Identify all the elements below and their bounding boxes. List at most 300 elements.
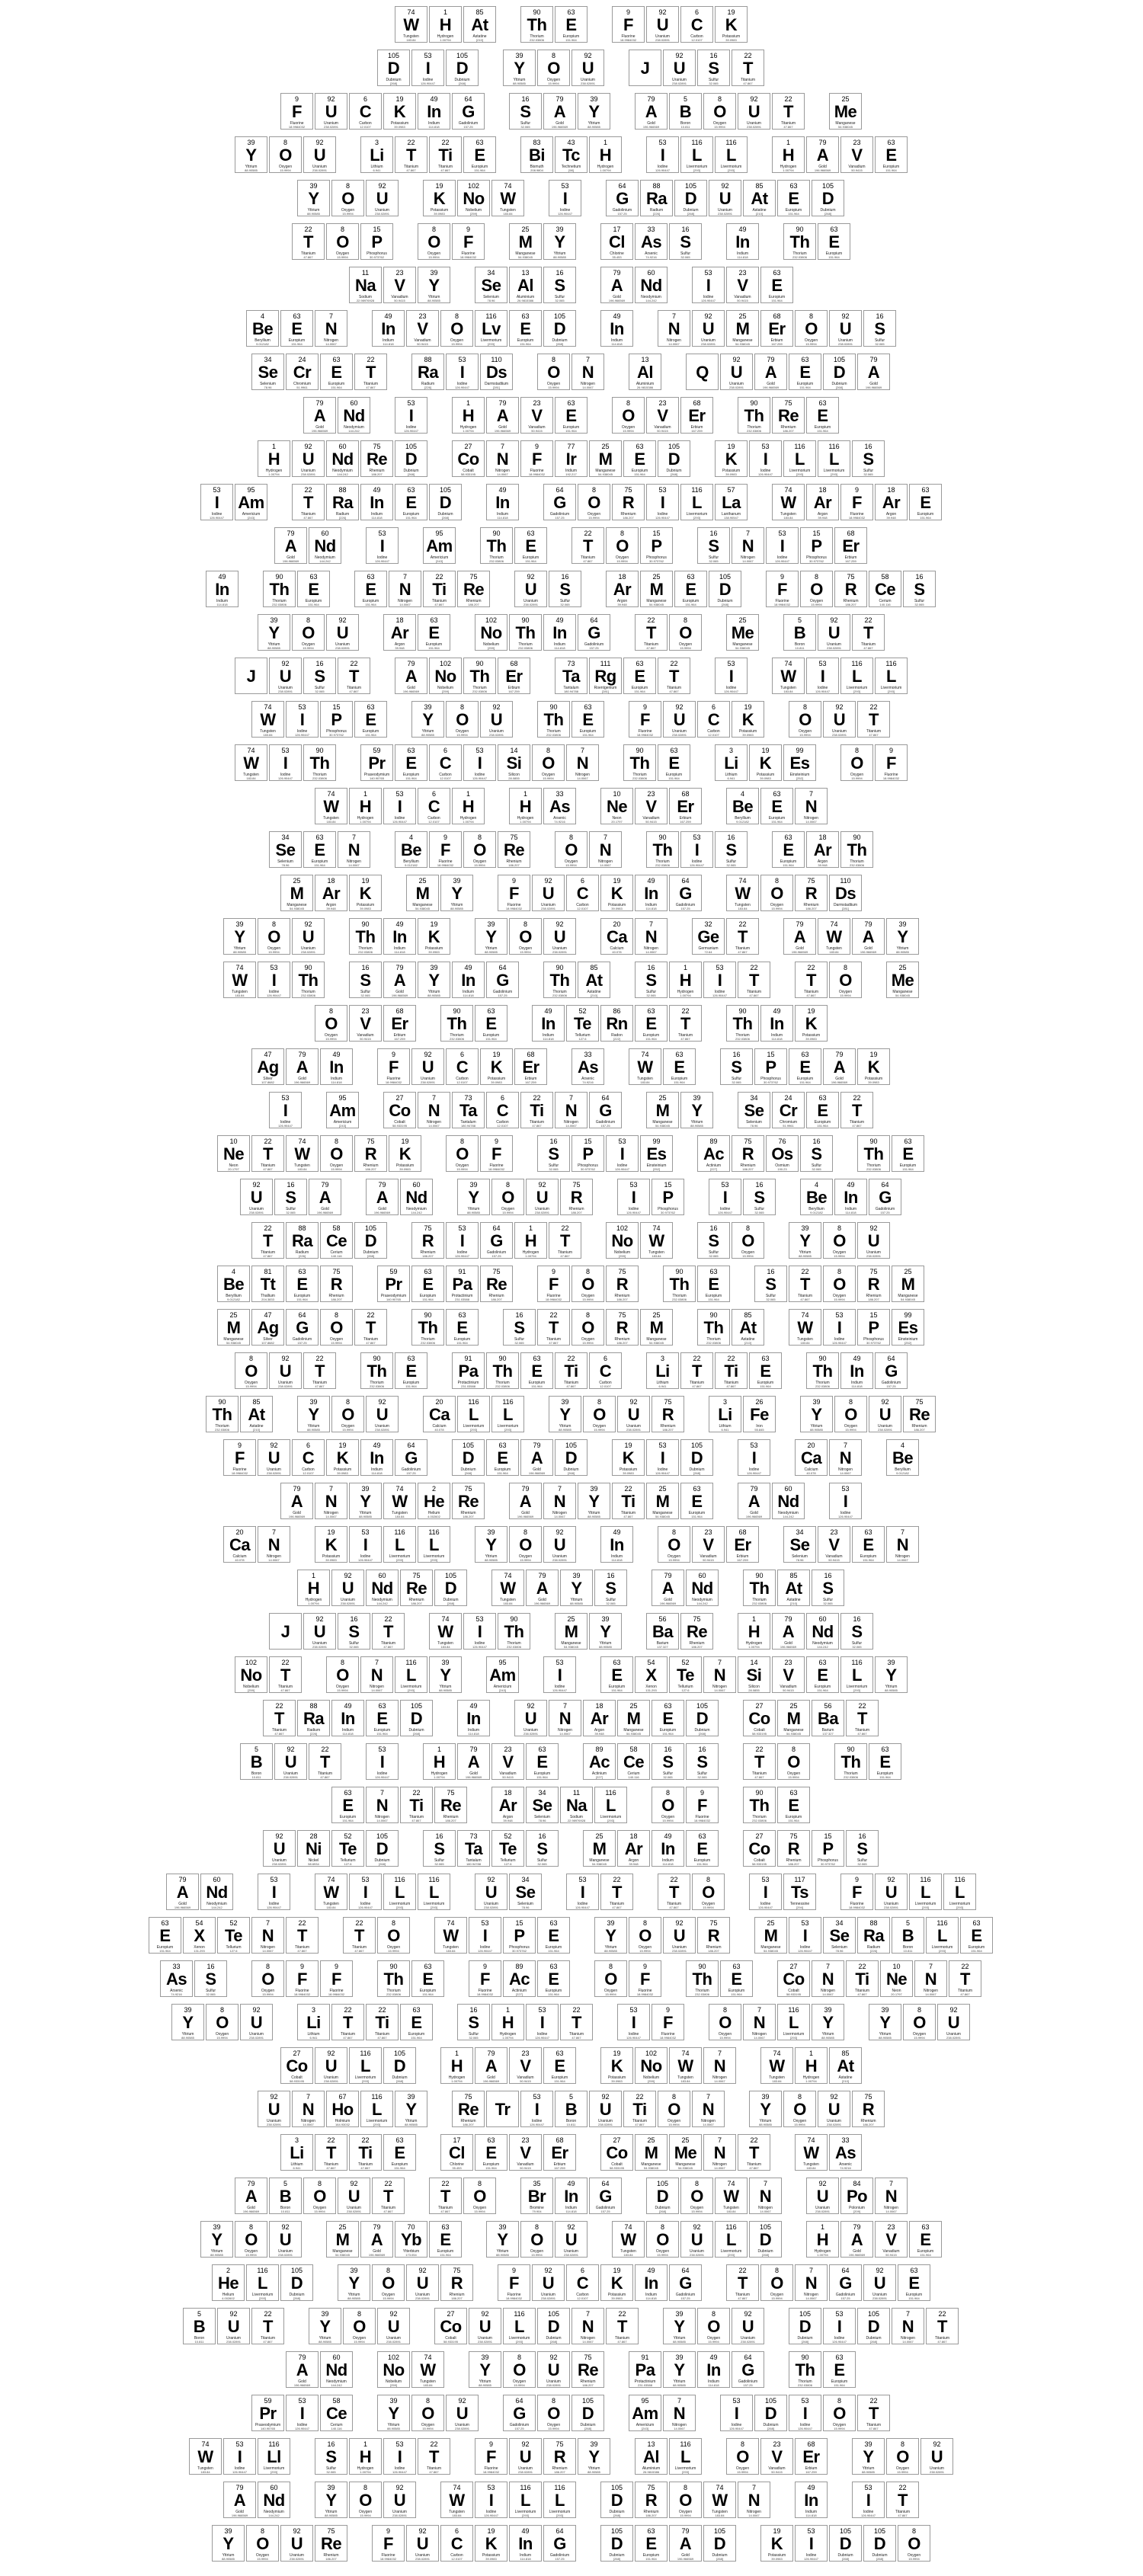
element-symbol: G xyxy=(839,2274,852,2293)
element-symbol: Th xyxy=(795,2360,815,2379)
atomic-mass: 12.0107 xyxy=(451,2557,463,2561)
element-symbol: U xyxy=(279,2230,292,2249)
element-symbol: O xyxy=(622,406,635,425)
atomic-number: 22 xyxy=(858,1963,866,1970)
element-name: Nitrogen xyxy=(884,2206,898,2210)
atomic-mass: 50.9415 xyxy=(828,1558,840,1562)
atomic-mass: 232.03806 xyxy=(632,776,647,780)
element-symbol: Y xyxy=(554,232,565,251)
atomic-number: 8 xyxy=(683,616,687,624)
element-symbol: U xyxy=(485,1883,498,1902)
atomic-number: 60 xyxy=(818,1615,827,1623)
element-name: Hydrogen xyxy=(517,816,534,821)
element-symbol: Es xyxy=(646,1144,667,1163)
element-symbol: S xyxy=(708,1231,719,1250)
element-tile xyxy=(783,1526,816,1563)
atomic-mass: 15.9994 xyxy=(331,1341,342,1345)
element-tile xyxy=(823,701,856,738)
atomic-number: 53 xyxy=(481,1919,489,1927)
element-tile xyxy=(349,788,382,824)
atomic-mass: 238.02891 xyxy=(872,2296,887,2300)
element-tile xyxy=(503,2351,536,2388)
atomic-number: 9 xyxy=(642,703,647,711)
atomic-number: 90 xyxy=(304,964,312,971)
element-symbol: E xyxy=(634,450,645,469)
element-name: Nitrogen xyxy=(901,2336,915,2341)
element-tile xyxy=(509,2047,542,2084)
element-symbol: E xyxy=(485,1014,497,1033)
element-symbol: O xyxy=(256,2534,269,2553)
element-name: Radium xyxy=(866,1945,881,1950)
atomic-number: 92 xyxy=(693,2223,701,2231)
atomic-number: 49 xyxy=(647,877,655,885)
atomic-number: 22 xyxy=(784,95,792,103)
atomic-mass: 32.065 xyxy=(315,690,325,693)
atomic-mass: 47.867 xyxy=(857,1992,867,1996)
element-name: Uranium xyxy=(552,946,567,951)
element-tile xyxy=(526,1830,559,1867)
element-name: Tungsten xyxy=(620,2249,636,2254)
element-tile xyxy=(303,397,336,434)
element-symbol: A xyxy=(496,406,509,425)
atomic-number: 16 xyxy=(435,1832,443,1840)
atomic-number: 33 xyxy=(172,1963,181,1970)
atomic-number: 22 xyxy=(275,1702,283,1710)
element-tile xyxy=(652,2004,684,2040)
element-tile xyxy=(840,2221,873,2258)
element-symbol: O xyxy=(581,1318,594,1337)
element-tile xyxy=(286,2395,319,2431)
element-tile xyxy=(463,744,496,781)
element-symbol: G xyxy=(616,189,629,208)
atomic-mass: 126.90447 xyxy=(712,994,727,997)
atomic-number: 22 xyxy=(367,1311,375,1319)
atomic-mass: 151.964 xyxy=(565,38,577,42)
element-tile xyxy=(366,1787,399,1823)
atomic-mass: 14.0067 xyxy=(754,2036,765,2040)
element-symbol: Ac xyxy=(703,1144,725,1163)
atomic-mass: 180.94788 xyxy=(461,1124,475,1128)
element-name: Uranium xyxy=(718,208,732,213)
atomic-mass: 88.90585 xyxy=(570,1602,583,1605)
atomic-number: 64 xyxy=(555,486,564,494)
atomic-mass: 114.818 xyxy=(611,1558,623,1562)
element-name: Arsenic xyxy=(645,251,658,256)
element-symbol: W xyxy=(648,1231,664,1250)
element-name: Iodine xyxy=(296,2423,308,2427)
atomic-number: 63 xyxy=(538,1746,546,1753)
atomic-number: 25 xyxy=(647,2136,655,2144)
element-name: Thorium xyxy=(215,1424,229,1429)
atomic-mass: 72.64 xyxy=(704,950,712,954)
atomic-mass: 32.065 xyxy=(732,1080,741,1084)
element-symbol: Ds xyxy=(834,884,856,903)
element-name: Cobalt xyxy=(291,2075,303,2080)
element-symbol: At xyxy=(471,15,488,34)
element-tile xyxy=(840,136,873,173)
atomic-number: 22 xyxy=(378,2006,386,2014)
atomic-mass: 144.242 xyxy=(337,472,348,476)
element-tile xyxy=(543,614,576,651)
element-symbol: Be xyxy=(251,319,274,338)
element-symbol: A xyxy=(530,1448,543,1467)
atomic-number: 53 xyxy=(835,1311,844,1319)
poem-line xyxy=(0,1222,1143,1260)
element-symbol: Re xyxy=(503,840,525,859)
atomic-mass: 14.0067 xyxy=(582,386,594,389)
atomic-number: 105 xyxy=(759,2223,772,2231)
element-tile xyxy=(640,1135,673,1172)
element-name: Yttrium xyxy=(479,2379,491,2384)
atomic-mass: 238.02891 xyxy=(415,2296,430,2300)
atomic-number: 19 xyxy=(807,1007,815,1015)
atomic-number: 16 xyxy=(767,1268,775,1275)
element-name: Yttrium xyxy=(233,946,246,951)
element-symbol: T xyxy=(869,710,879,729)
atomic-mass: 15.9994 xyxy=(520,950,531,954)
atomic-number: 7 xyxy=(603,834,607,841)
element-name: Dubnium xyxy=(363,1250,379,1255)
atomic-mass: 47.867 xyxy=(354,1949,364,1953)
element-symbol: E xyxy=(731,1970,742,1989)
atomic-mass: [259] xyxy=(248,1688,255,1692)
atomic-mass: [293] xyxy=(790,2036,797,2040)
atomic-mass: 126.90447 xyxy=(626,2036,641,2040)
atomic-number: 25 xyxy=(904,1268,912,1275)
element-tile xyxy=(600,1526,633,1563)
atomic-number: 39 xyxy=(321,2310,329,2318)
element-name: Phosphorus xyxy=(863,1337,884,1342)
element-tile xyxy=(629,2395,661,2431)
atomic-number: 105 xyxy=(867,2310,880,2318)
atomic-number: 8 xyxy=(568,834,573,841)
element-tile xyxy=(383,1005,416,1042)
atomic-number: 16 xyxy=(858,1832,866,1840)
atomic-number: 9 xyxy=(511,2267,516,2274)
element-name: Nitrogen xyxy=(495,469,510,473)
atomic-number: 52 xyxy=(504,1832,512,1840)
atomic-mass: 238.02891 xyxy=(729,386,744,389)
atomic-mass: 1.00794 xyxy=(783,168,794,172)
element-name: Titanium xyxy=(318,1771,332,1776)
element-name: Hydrogen xyxy=(499,2032,517,2037)
element-tile xyxy=(418,267,450,303)
element-tile xyxy=(486,1439,519,1476)
atomic-mass: 186.207 xyxy=(422,1254,434,1258)
element-tile xyxy=(840,1352,873,1389)
element-symbol: In xyxy=(735,232,750,251)
element-symbol: Co xyxy=(783,1970,805,1989)
atomic-mass: 126.90447 xyxy=(535,2036,549,2040)
element-symbol: T xyxy=(263,1144,273,1163)
poem-line xyxy=(0,1917,1143,1955)
element-name: Gold xyxy=(247,2206,255,2210)
atomic-number: 8 xyxy=(722,2006,727,2014)
atomic-mass: 196.966569 xyxy=(288,1515,306,1518)
atomic-number: 63 xyxy=(864,1528,872,1536)
element-symbol: Re xyxy=(908,1405,930,1424)
element-symbol: U xyxy=(313,146,326,165)
element-symbol: I xyxy=(363,1535,368,1554)
atomic-number: 116 xyxy=(514,2310,525,2318)
atomic-mass: 14.0067 xyxy=(565,1124,577,1128)
element-name: Fluorine xyxy=(438,859,453,864)
atomic-number: 92 xyxy=(887,1876,895,1883)
atomic-number: 90 xyxy=(755,1572,764,1579)
element-name: Gadolinium xyxy=(549,2553,570,2558)
element-name: Oxygen xyxy=(215,2032,229,2037)
atomic-mass: 151.964 xyxy=(971,1949,982,1953)
element-symbol: F xyxy=(640,1970,650,1989)
element-name: Livermorium xyxy=(880,686,902,690)
element-symbol: As xyxy=(834,2143,856,2162)
element-tile xyxy=(395,744,427,781)
element-name: Titanium xyxy=(752,1771,767,1776)
element-tile xyxy=(726,267,759,303)
element-symbol: E xyxy=(456,1318,468,1337)
element-symbol: F xyxy=(331,1970,341,1989)
atomic-mass: 14.0067 xyxy=(399,603,411,606)
atomic-mass: 144.242 xyxy=(376,1602,388,1605)
element-tile xyxy=(549,1222,581,1259)
atomic-number: 79 xyxy=(247,2180,255,2187)
element-name: Sulfur xyxy=(863,469,874,473)
atomic-mass: [268] xyxy=(293,2296,300,2300)
atomic-mass: [293] xyxy=(396,1906,403,1909)
element-name: Iodine xyxy=(211,512,223,517)
element-name: Yttrium xyxy=(673,2379,686,2384)
element-symbol: I xyxy=(694,840,700,859)
atomic-mass: 88.90585 xyxy=(879,2036,892,2040)
element-tile xyxy=(789,1222,821,1259)
element-name: Europium xyxy=(814,1685,831,1689)
atomic-number: 63 xyxy=(636,660,644,667)
element-symbol: I xyxy=(837,1318,842,1337)
element-name: Oxygen xyxy=(450,338,464,343)
atomic-mass: 190.23 xyxy=(777,1167,787,1171)
element-name: Oxygen xyxy=(421,2423,435,2427)
element-symbol: Ca xyxy=(606,927,628,946)
element-name: Potassium xyxy=(607,2293,626,2297)
element-symbol: D xyxy=(839,2534,852,2553)
atomic-number: 79 xyxy=(395,964,404,971)
element-tile xyxy=(475,614,507,651)
atomic-mass: [293] xyxy=(362,2079,369,2083)
element-tile xyxy=(823,354,856,390)
element-symbol: N xyxy=(885,2187,898,2206)
element-name: Polonium xyxy=(849,2206,865,2210)
atomic-mass: 232.03806 xyxy=(850,863,864,867)
element-symbol: K xyxy=(485,2534,498,2553)
element-name: Indium xyxy=(330,1077,342,1081)
element-symbol: W xyxy=(392,1492,408,1511)
element-symbol: L xyxy=(795,450,805,469)
element-tile xyxy=(509,788,542,824)
element-tile xyxy=(572,1048,604,1085)
atomic-mass: 39.0983 xyxy=(485,2557,497,2561)
element-name: Europium xyxy=(545,1989,562,1993)
atomic-number: 22 xyxy=(864,616,872,624)
element-name: Yttrium xyxy=(222,2553,235,2558)
atomic-number: 64 xyxy=(887,1355,895,1362)
element-name: Sulfur xyxy=(559,599,571,603)
atomic-number: 4 xyxy=(260,312,264,320)
atomic-number: 63 xyxy=(367,703,375,711)
element-tile xyxy=(920,2438,953,2475)
element-name: Tungsten xyxy=(294,1163,310,1168)
element-tile xyxy=(183,2308,216,2344)
atomic-number: 116 xyxy=(828,443,840,450)
atomic-number: 79 xyxy=(864,920,872,928)
atomic-number: 8 xyxy=(814,573,818,581)
atomic-number: 39 xyxy=(481,2354,489,2361)
atomic-mass: 15.9994 xyxy=(616,559,628,563)
element-tile xyxy=(715,440,748,477)
element-name: Sulfur xyxy=(348,1641,360,1646)
element-symbol: A xyxy=(233,2491,246,2510)
atomic-number: 63 xyxy=(367,573,375,581)
element-name: Titanium xyxy=(724,1381,738,1385)
element-symbol: O xyxy=(513,2360,526,2379)
atomic-number: 22 xyxy=(407,139,415,146)
element-tile xyxy=(612,1439,645,1476)
atomic-mass: 114.818 xyxy=(371,1471,383,1475)
element-name: Nitrogen xyxy=(741,555,755,560)
element-tile xyxy=(777,1700,810,1736)
element-symbol: A xyxy=(862,927,875,946)
atomic-number: 3 xyxy=(294,2136,299,2144)
element-symbol: A xyxy=(296,1058,309,1077)
element-name: Iodine xyxy=(474,1641,485,1646)
element-tile xyxy=(429,2221,462,2258)
element-name: Uranium xyxy=(552,1554,567,1559)
element-name: Darmstadtium xyxy=(484,382,509,386)
element-tile xyxy=(486,440,519,477)
element-name: Yttrium xyxy=(759,2119,772,2123)
element-tile xyxy=(509,2438,542,2475)
element-name: Selenium xyxy=(534,1815,550,1819)
element-symbol: E xyxy=(879,1752,891,1771)
atomic-number: 5 xyxy=(797,616,802,624)
element-tile xyxy=(189,2438,222,2475)
atomic-number: 99 xyxy=(904,1311,912,1319)
element-tile xyxy=(692,1874,725,1910)
atomic-number: 79 xyxy=(315,399,324,407)
element-symbol: D xyxy=(410,1709,423,1728)
element-symbol: U xyxy=(741,2317,754,2336)
element-tile xyxy=(635,93,668,130)
atomic-number: 74 xyxy=(504,182,512,190)
poem-line xyxy=(0,1309,1143,1347)
element-symbol: Y xyxy=(308,189,319,208)
atomic-mass: [293] xyxy=(607,1819,614,1822)
atomic-number: 53 xyxy=(378,1746,386,1753)
element-name: Rhenium xyxy=(860,2119,876,2123)
element-name: Livermorium xyxy=(949,1902,971,1906)
element-symbol: In xyxy=(644,884,658,903)
element-symbol: U xyxy=(250,1188,263,1207)
element-symbol: S xyxy=(520,102,531,121)
atomic-number: 16 xyxy=(561,573,569,581)
element-name: Europium xyxy=(522,555,539,560)
element-tile xyxy=(772,831,805,868)
atomic-number: 16 xyxy=(812,1138,821,1145)
atomic-mass: 232.03806 xyxy=(507,1645,521,1649)
atomic-number: 53 xyxy=(618,1138,626,1145)
poem-line xyxy=(0,6,1143,44)
element-tile xyxy=(652,1830,684,1867)
atomic-number: 27 xyxy=(789,1963,798,1970)
element-symbol: O xyxy=(530,2230,543,2249)
atomic-number: 64 xyxy=(498,964,507,971)
element-symbol: Ra xyxy=(417,363,439,382)
element-tile xyxy=(400,1179,433,1215)
element-name: Praseodymium xyxy=(363,773,390,777)
atomic-number: 8 xyxy=(808,312,813,320)
element-tile xyxy=(423,1830,456,1867)
element-symbol: Er xyxy=(522,1058,539,1077)
element-symbol: B xyxy=(679,102,692,121)
atomic-mass: [293] xyxy=(682,2470,689,2474)
element-name: Oxygen xyxy=(832,2423,847,2427)
element-tile xyxy=(349,2482,382,2518)
element-symbol: U xyxy=(227,2317,240,2336)
element-symbol: N xyxy=(370,1666,383,1685)
element-symbol: Re xyxy=(485,1275,507,1294)
atomic-number: 22 xyxy=(613,1876,621,1883)
atomic-mass: 186.207 xyxy=(616,1298,628,1301)
atomic-number: 11 xyxy=(572,1789,581,1797)
element-name: Manganese xyxy=(589,1858,610,1863)
atomic-number: 63 xyxy=(487,2136,495,2144)
element-symbol: Ac xyxy=(508,1970,530,1989)
element-symbol: W xyxy=(243,754,259,773)
element-symbol: U xyxy=(325,102,338,121)
element-tile xyxy=(463,831,496,868)
atomic-number: 105 xyxy=(553,312,566,320)
element-tile xyxy=(280,2047,313,2084)
atomic-mass: 151.964 xyxy=(405,776,417,780)
element-tile xyxy=(446,1222,479,1259)
element-tile xyxy=(726,918,759,955)
element-tile xyxy=(834,571,867,607)
atomic-number: 15 xyxy=(373,226,381,233)
element-tile xyxy=(377,1960,410,1997)
atomic-number: 49 xyxy=(469,1702,478,1710)
element-tile xyxy=(703,962,736,998)
atomic-number: 16 xyxy=(607,1572,615,1579)
poem-line xyxy=(0,180,1143,218)
element-tile xyxy=(286,1266,319,1302)
element-symbol: U xyxy=(719,189,732,208)
atomic-number: 49 xyxy=(521,2527,530,2535)
atomic-mass: 12.0107 xyxy=(440,776,451,780)
element-symbol: I xyxy=(802,2404,808,2423)
atomic-number: 53 xyxy=(578,1876,587,1883)
element-tile xyxy=(411,1048,444,1085)
element-tile xyxy=(800,527,833,564)
atomic-mass: 47.867 xyxy=(440,168,450,172)
element-symbol: B xyxy=(279,2187,292,2206)
element-name: Rhenium xyxy=(740,1163,756,1168)
atomic-number: 60 xyxy=(412,1181,421,1189)
atomic-number: 68 xyxy=(555,2136,564,2144)
atomic-number: 68 xyxy=(681,790,690,798)
atomic-number: 39 xyxy=(590,95,598,103)
atomic-mass: 15.9994 xyxy=(262,1992,274,1996)
atomic-number: 3 xyxy=(374,139,379,146)
element-name: Uranium xyxy=(930,2466,944,2471)
